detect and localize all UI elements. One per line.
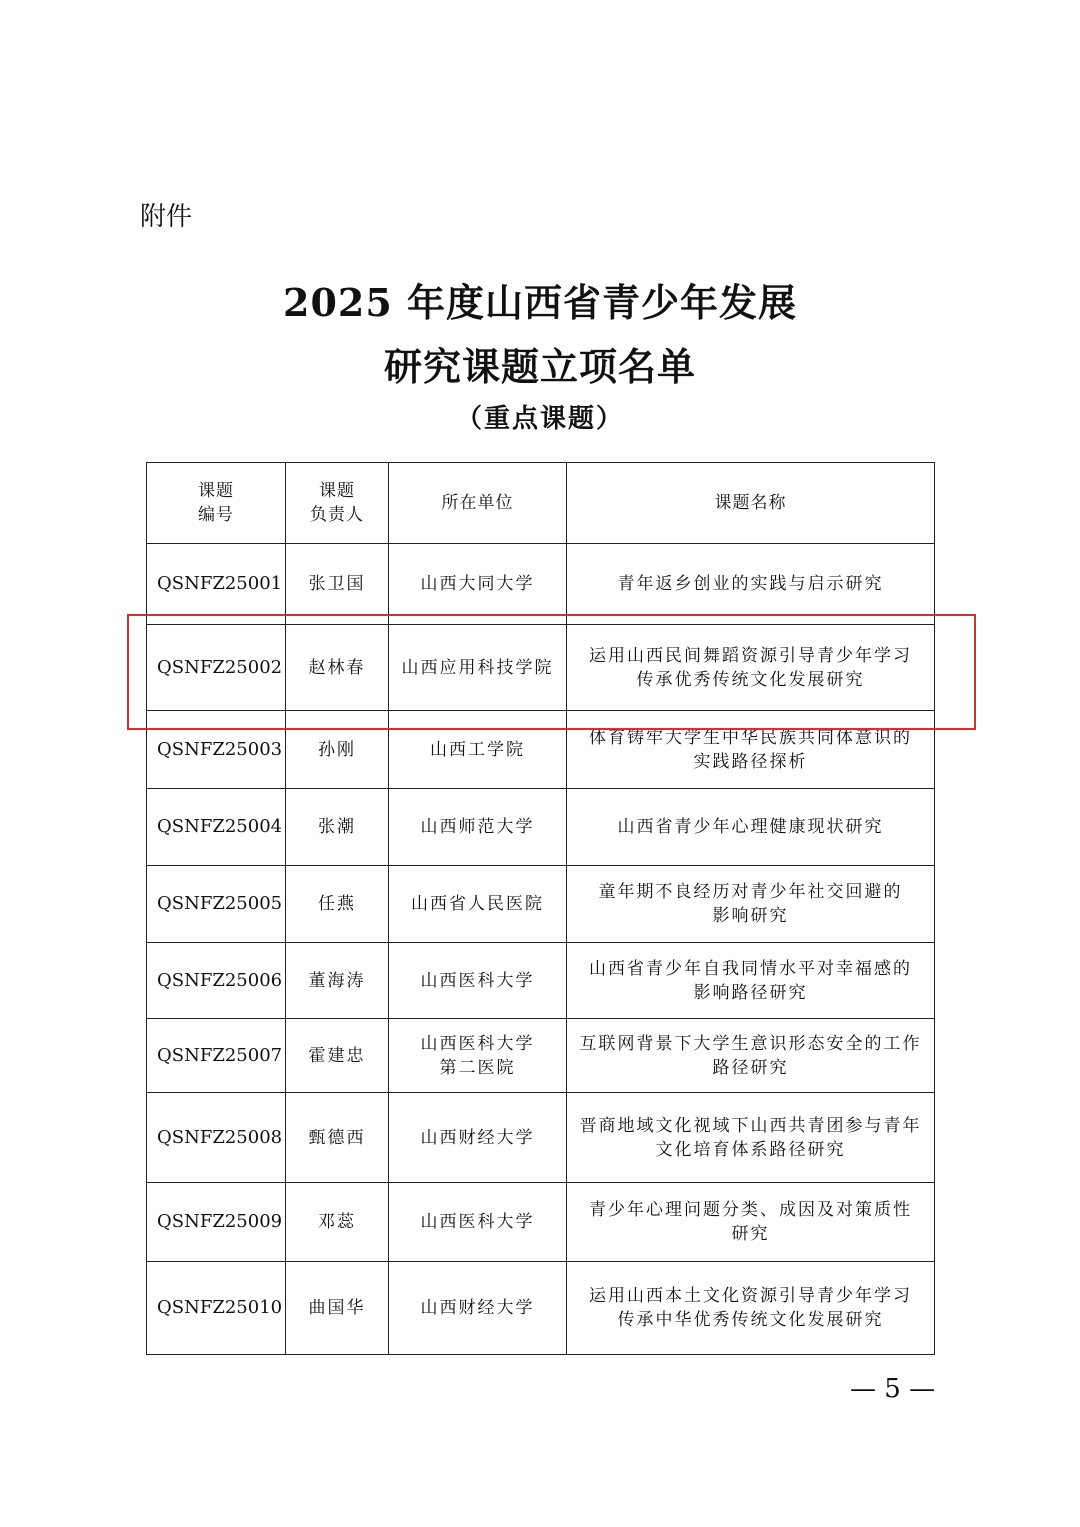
- cell-code-text: QSNFZ25010: [157, 1297, 283, 1318]
- cell-unit-text: 山西医科大学: [420, 970, 535, 991]
- header-code-line1: 课题: [198, 481, 234, 501]
- cell-name-text: 山西省青少年心理健康现状研究: [617, 817, 884, 837]
- cell-name-text: 影响路径研究: [693, 982, 808, 1003]
- cell-unit: [389, 789, 567, 866]
- cell-code: [147, 866, 286, 943]
- cell-code-text: QSNFZ25003: [157, 738, 283, 760]
- cell-code: [147, 1183, 286, 1262]
- cell-unit-text: 山西医科大学: [420, 1212, 535, 1232]
- cell-name: [567, 789, 935, 866]
- project-table: [146, 462, 935, 1355]
- cell-leader: [286, 789, 389, 866]
- cell-code-text: QSNFZ25006: [157, 969, 283, 991]
- table-row: [147, 789, 935, 866]
- cell-code: [147, 943, 286, 1019]
- attachment-label: 附件: [140, 202, 193, 232]
- cell-leader-text: 甄德西: [308, 1127, 366, 1148]
- cell-name-text: 晋商地域文化视域下山西共青团参与青年: [579, 1115, 922, 1136]
- cell-name: [567, 1019, 935, 1093]
- cell-unit-text: 山西财经大学: [420, 1127, 535, 1148]
- header-leader: [286, 463, 389, 544]
- table-row: [147, 866, 935, 943]
- cell-unit: [389, 866, 567, 943]
- cell-leader: [286, 866, 389, 943]
- table-header-row: [147, 463, 935, 544]
- cell-name-text: 运用山西本土文化资源引导青少年学习: [589, 1286, 912, 1306]
- cell-name-text: 山西省青少年自我同情水平对幸福感的: [589, 958, 912, 979]
- cell-name: [567, 1262, 935, 1355]
- cell-name-text: 传承中华优秀传统文化发展研究: [617, 1310, 884, 1330]
- header-leader-line2: 负责人: [310, 505, 364, 525]
- cell-name-text: 研究: [731, 1224, 770, 1244]
- highlight-box: [127, 614, 976, 730]
- cell-code-text: QSNFZ25009: [157, 1211, 283, 1232]
- header-unit: 所在单位: [389, 463, 567, 544]
- cell-name-text: 体育铸牢大学生中华民族共同体意识的: [589, 727, 912, 748]
- cell-leader: [286, 1183, 389, 1262]
- cell-leader: [286, 544, 389, 625]
- cell-code-text: QSNFZ25001: [157, 573, 283, 594]
- page-title-line1: 2025 年度山西省青少年发展: [283, 280, 797, 325]
- cell-leader: [286, 1262, 389, 1355]
- cell-name: [567, 866, 935, 943]
- cell-code: [147, 789, 286, 866]
- cell-name-text: 互联网背景下大学生意识形态安全的工作: [579, 1033, 922, 1054]
- cell-code-text: QSNFZ25005: [157, 893, 283, 914]
- page-title-line2: 研究课题立项名单: [383, 344, 696, 389]
- header-code-line2: 编号: [198, 505, 234, 525]
- cell-leader-text: 任燕: [318, 894, 356, 914]
- header-name: 课题名称: [567, 463, 935, 544]
- table-row: [147, 1183, 935, 1262]
- cell-name: [567, 1183, 935, 1262]
- cell-name-text: 青少年心理问题分类、成因及对策质性: [589, 1200, 912, 1220]
- cell-name-text: 文化培育体系路径研究: [655, 1139, 846, 1160]
- cell-leader-text: 曲国华: [308, 1298, 366, 1318]
- cell-unit-text: 山西应用科技学院: [401, 657, 554, 678]
- cell-name-text: 实践路径探析: [693, 751, 808, 772]
- cell-name-text: 影响研究: [712, 906, 789, 926]
- cell-leader-text: 董海涛: [308, 970, 366, 991]
- header-leader-line1: 课题: [319, 481, 355, 501]
- cell-unit-text: 第二医院: [439, 1057, 516, 1078]
- cell-unit: [389, 1262, 567, 1355]
- cell-code: [147, 1262, 286, 1355]
- header-code: [147, 463, 286, 544]
- cell-code-text: QSNFZ25004: [157, 816, 283, 837]
- cell-leader-text: 张潮: [318, 817, 356, 837]
- cell-unit: [389, 1093, 567, 1183]
- cell-unit-text: 山西财经大学: [420, 1298, 535, 1318]
- cell-leader-text: 张卫国: [308, 574, 366, 594]
- table-row: [147, 1093, 935, 1183]
- cell-unit-text: 山西医科大学: [420, 1033, 535, 1054]
- table-row: [147, 943, 935, 1019]
- cell-leader: [286, 943, 389, 1019]
- cell-name-text: 路径研究: [712, 1057, 789, 1078]
- table-row: [147, 1262, 935, 1355]
- cell-name-text: 运用山西民间舞蹈资源引导青少年学习: [589, 645, 912, 666]
- cell-unit-text: 山西大同大学: [420, 574, 535, 594]
- page-subtitle: （重点课题）: [455, 404, 624, 434]
- cell-code: [147, 544, 286, 625]
- cell-name-text: 传承优秀传统文化发展研究: [636, 669, 865, 690]
- table-row: [147, 1019, 935, 1093]
- cell-code: [147, 1019, 286, 1093]
- cell-name: [567, 544, 935, 625]
- cell-code: [147, 1093, 286, 1183]
- cell-unit: [389, 943, 567, 1019]
- cell-leader-text: 赵林春: [308, 657, 366, 678]
- cell-name: [567, 943, 935, 1019]
- cell-unit: [389, 1019, 567, 1093]
- cell-name-text: 童年期不良经历对青少年社交回避的: [598, 882, 903, 902]
- cell-leader-text: 孙刚: [318, 739, 356, 760]
- cell-code-text: QSNFZ25002: [157, 656, 283, 678]
- table-row: [147, 544, 935, 625]
- cell-leader-text: 邓蕊: [318, 1212, 356, 1232]
- cell-leader: [286, 1093, 389, 1183]
- cell-unit: [389, 1183, 567, 1262]
- cell-code-text: QSNFZ25008: [157, 1126, 283, 1148]
- cell-name-text: 青年返乡创业的实践与启示研究: [617, 574, 884, 594]
- cell-unit-text: 山西师范大学: [420, 817, 535, 837]
- cell-leader-text: 霍建忠: [308, 1045, 366, 1066]
- cell-unit: [389, 544, 567, 625]
- cell-code-text: QSNFZ25007: [157, 1044, 283, 1066]
- cell-unit-text: 山西省人民医院: [411, 894, 544, 914]
- cell-name: [567, 1093, 935, 1183]
- page-number: — 5 —: [850, 1374, 936, 1404]
- cell-unit-text: 山西工学院: [430, 739, 525, 760]
- cell-leader: [286, 1019, 389, 1093]
